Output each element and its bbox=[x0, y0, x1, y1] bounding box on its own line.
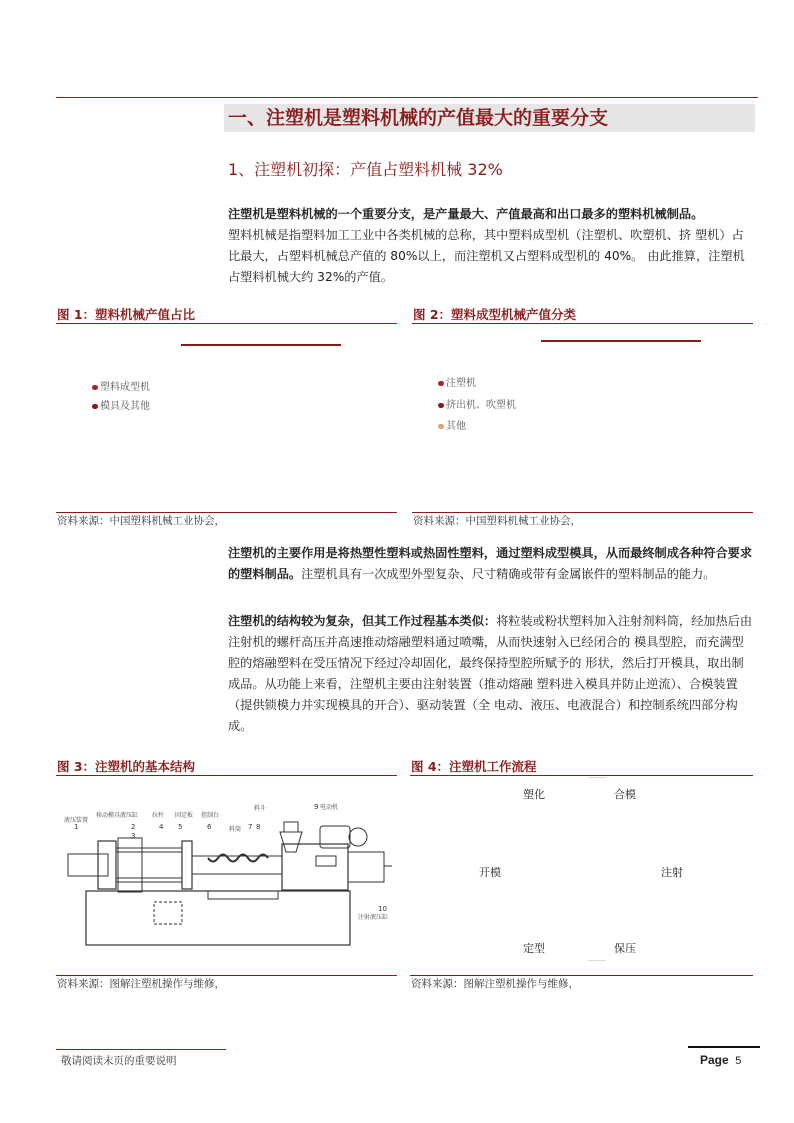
part-label: 液压装置 bbox=[64, 817, 89, 824]
fig1-source: 资料来源：中国塑料机械工业协会， bbox=[57, 515, 225, 527]
fig2-source: 资料来源：中国塑料机械工业协会， bbox=[413, 515, 581, 527]
number-label: 1 bbox=[74, 823, 79, 831]
number-label: 10 bbox=[378, 905, 387, 913]
part-label: 料筒 bbox=[229, 826, 242, 833]
section-heading: 一、注塑机是塑料机械的产值最大的重要分支 bbox=[228, 107, 609, 129]
fig4-title: 图 4：注塑机工作流程 bbox=[411, 759, 537, 774]
footer-left-rule bbox=[56, 1049, 226, 1050]
paragraph-3-lead: 注塑机的结构较为复杂，但其工作过程基本类似： bbox=[228, 614, 497, 628]
flow-step-set: 定型 bbox=[523, 942, 545, 955]
fig3-title-rule bbox=[56, 775, 397, 776]
paragraph-2 bbox=[228, 543, 754, 585]
number-label: 9 bbox=[314, 803, 319, 811]
part-label: 电动机 bbox=[320, 804, 339, 811]
flow-step-hold-pressure: 保压 bbox=[614, 942, 636, 955]
page-label: Page bbox=[700, 1053, 729, 1067]
fig2-title: 图 2：塑料成型机械产值分类 bbox=[413, 307, 577, 322]
flow-step-inject: 注射 bbox=[661, 866, 683, 879]
part-label: 移动模具液压缸 bbox=[96, 812, 139, 819]
subsection-heading: 1、注塑机初探：产值占塑料机械 32% bbox=[228, 160, 503, 179]
number-label: 6 bbox=[207, 823, 212, 831]
legend-swatch-icon bbox=[438, 381, 444, 386]
number-label: 5 bbox=[178, 823, 183, 831]
fig2-legend-item: 其他 bbox=[438, 417, 466, 432]
legend-swatch-icon bbox=[92, 385, 98, 390]
paragraph-1-body: 塑料机械是指塑料加工工业中各类机械的总称，其中塑料成型机（注塑机、吹塑机、挤 塑机）占比最大，占塑料机械总产值的 80%以上，而注塑机又占塑料成型机的 40%。 由此推算，注塑机占塑料机械大约 32%的产值。 bbox=[228, 228, 745, 284]
page-number bbox=[700, 1053, 741, 1067]
number-label: 7 bbox=[248, 823, 253, 831]
part-label: 拉杆 bbox=[152, 812, 165, 819]
legend-swatch-icon bbox=[438, 424, 444, 429]
paragraph-3-body: 将粒装或粉状塑料加入注射剂料筒，经加热后由注射机的螺杆高压并高速推动熔融塑料通过喷嘴，从而快速射入已经闭合的 模具型腔，而充满型腔的熔融塑料在受压情况下经过冷却固化，最终保持型腔所赋予的 形状，然后打开模具，取出制成品。从功能上来看，注塑机主要由注射装置（推动熔融 塑料进入模具并防止逆流）、合模装置（提供锁模力并实现模具的开合）、驱动装置（全 电动、液压、电液混合）和控制系统四部分构成。 bbox=[228, 614, 753, 733]
page-number-value: 5 bbox=[735, 1055, 742, 1067]
fig2-title-rule bbox=[412, 323, 753, 324]
fig3-title: 图 3：注塑机的基本结构 bbox=[57, 759, 196, 774]
injection-machine-diagram bbox=[58, 796, 398, 966]
number-label: 2 bbox=[131, 823, 136, 831]
fig4-deco-line bbox=[588, 777, 606, 778]
fig3-source: 资料来源：图解注塑机操作与维修， bbox=[57, 978, 225, 990]
footer-disclaimer: 敬请阅读末页的重要说明 bbox=[61, 1055, 177, 1067]
footer-right-rule bbox=[688, 1046, 760, 1048]
paragraph-2-body: 注塑机具有一次成型外型复杂、尺寸精确或带有金属嵌件的塑料制品的能力。 bbox=[301, 567, 716, 581]
paragraph-1 bbox=[228, 204, 754, 288]
fig4-deco-line bbox=[588, 960, 606, 961]
paragraph-1-lead: 注塑机是塑料机械的一个重要分支，是产量最大、产值最高和出口最多的塑料机械制品。 bbox=[228, 207, 704, 221]
fig1-legend-item: 模具及其他 bbox=[92, 397, 150, 412]
part-label: 控制台 bbox=[201, 812, 220, 819]
legend-swatch-icon bbox=[438, 403, 444, 408]
header-rule bbox=[56, 97, 758, 98]
paragraph-2-lead: 注塑机的主要作用是将热塑性塑料或热固性塑料，通过塑料成型模具，从而最终制成各种符合要求的塑料制品。 bbox=[228, 546, 753, 581]
fig1-legend-item: 塑料成型机 bbox=[92, 378, 150, 393]
flow-step-plasticize: 塑化 bbox=[523, 788, 545, 801]
flow-step-close-mold: 合模 bbox=[614, 788, 636, 801]
number-label: 3 bbox=[131, 832, 136, 840]
part-label: 注射液压缸 bbox=[358, 914, 389, 921]
fig4-source: 资料来源：图解注塑机操作与维修， bbox=[411, 978, 579, 990]
fig4-title-rule bbox=[410, 775, 753, 776]
fig1-title: 图 1：塑料机械产值占比 bbox=[57, 307, 196, 322]
fig1-chart-line bbox=[181, 344, 341, 346]
paragraph-3 bbox=[228, 611, 754, 737]
flow-step-open-mold: 开模 bbox=[479, 866, 501, 879]
part-label: 固定板 bbox=[175, 812, 194, 819]
number-label: 8 bbox=[256, 823, 261, 831]
fig2-chart-line bbox=[541, 340, 701, 342]
legend-swatch-icon bbox=[92, 404, 98, 409]
fig1-title-rule bbox=[56, 323, 397, 324]
part-label: 料斗 bbox=[254, 805, 267, 812]
fig2-legend-item: 注塑机 bbox=[438, 374, 476, 389]
fig2-legend-item: 挤出机、吹塑机 bbox=[438, 396, 516, 411]
number-label: 4 bbox=[159, 823, 164, 831]
